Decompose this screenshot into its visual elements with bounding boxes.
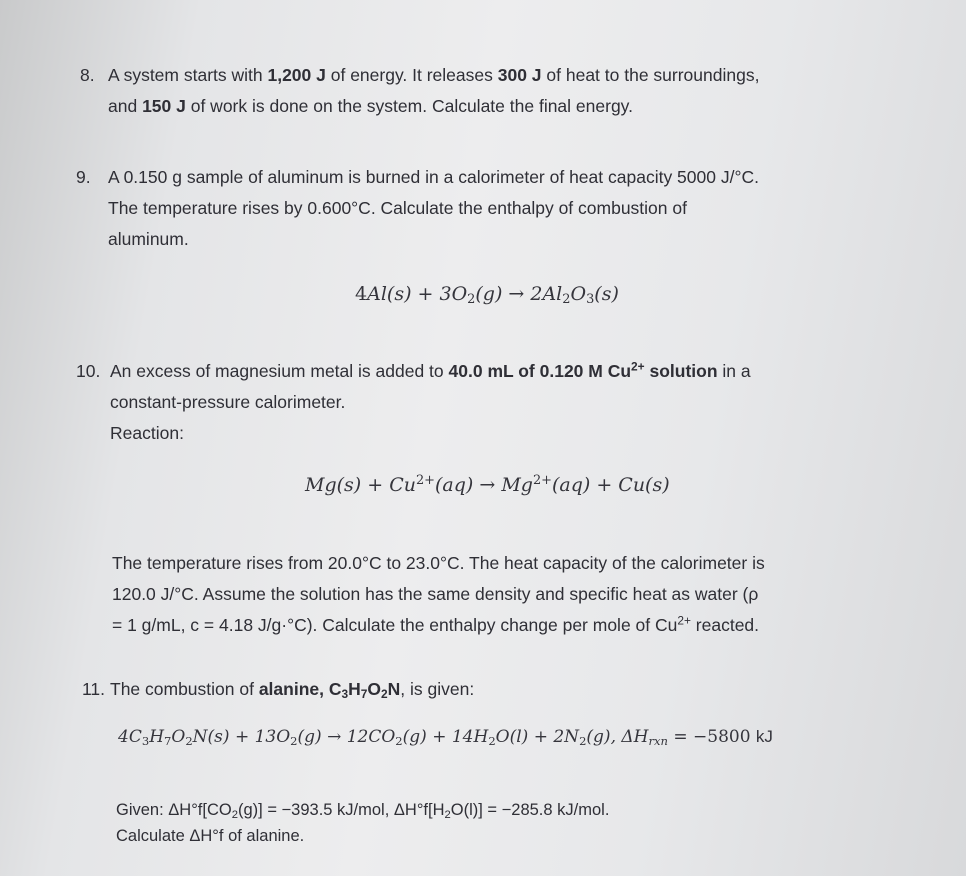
- question-text-line: Reaction:: [110, 423, 184, 443]
- calculate-instruction: Calculate ΔH°f of alanine.: [116, 827, 305, 845]
- question-text-line: The combustion of alanine, $C_3H_7O_2N$, is given:: [110, 679, 475, 701]
- question-9: [76, 162, 946, 255]
- magnesium-copper-equation: $Mg(s) + Cu^{2+}(aq) \to Mg^{2+}(aq) + Cu(s)$: [305, 472, 670, 496]
- question-number: 10.: [76, 361, 101, 381]
- question-text-line: A system starts with 1,200 J of energy. It releases 300 J of heat to the surroundings,: [108, 65, 760, 85]
- given-values: Given: $\Delta H^\circ f[CO_2(g)] = -393.5$ kJ/mol, $\Delta H^\circ f[H_2O(l)] = -285.8$ kJ/mol.: [116, 801, 610, 821]
- question-text-line: A 0.150 g sample of aluminum is burned in a calorimeter of heat capacity 5000 J/°C.: [108, 167, 759, 187]
- question-text-line: constant-pressure calorimeter.: [110, 392, 346, 412]
- aluminum-combustion-equation: $4Al(s) + 3O_2(g) \to 2Al_2O_3(s)$: [355, 283, 619, 308]
- question-8: [80, 60, 940, 122]
- question-text-line: 120.0 J/°C. Assume the solution has the same density and specific heat as water (ρ: [112, 584, 759, 604]
- question-number: 11.: [82, 679, 106, 699]
- question-text-line: and 150 J of work is done on the system. Calculate the final energy.: [108, 96, 633, 116]
- alanine-combustion-equation: $4C_3H_7O_2N(s) + 13O_2(g) \to 12CO_2(g) + 14H_2O(l) + 2N_2(g)$, $\Delta H_{rxn} = -5800$ kJ: [118, 727, 773, 748]
- question-text-line: The temperature rises from 20.0°C to 23.0°C. The heat capacity of the calorimeter is: [112, 553, 765, 573]
- question-text-line: aluminum.: [108, 229, 189, 249]
- question-text-line: The temperature rises by 0.600°C. Calculate the enthalpy of combustion of: [108, 198, 687, 218]
- question-text-line: = 1 g/mL, c = 4.18 J/g·°C). Calculate the enthalpy change per mole of $Cu^{2+}$ reacted.: [112, 613, 760, 635]
- question-number: 8.: [80, 65, 95, 85]
- question-11: [82, 674, 942, 705]
- question-10-details: [112, 548, 952, 641]
- question-11-given: [116, 797, 936, 849]
- question-text-line: An excess of magnesium metal is added to 40.0 mL of 0.120 M $Cu^{2+}$ solution in a: [110, 359, 751, 381]
- question-10: [76, 356, 946, 449]
- question-number: 9.: [76, 167, 91, 187]
